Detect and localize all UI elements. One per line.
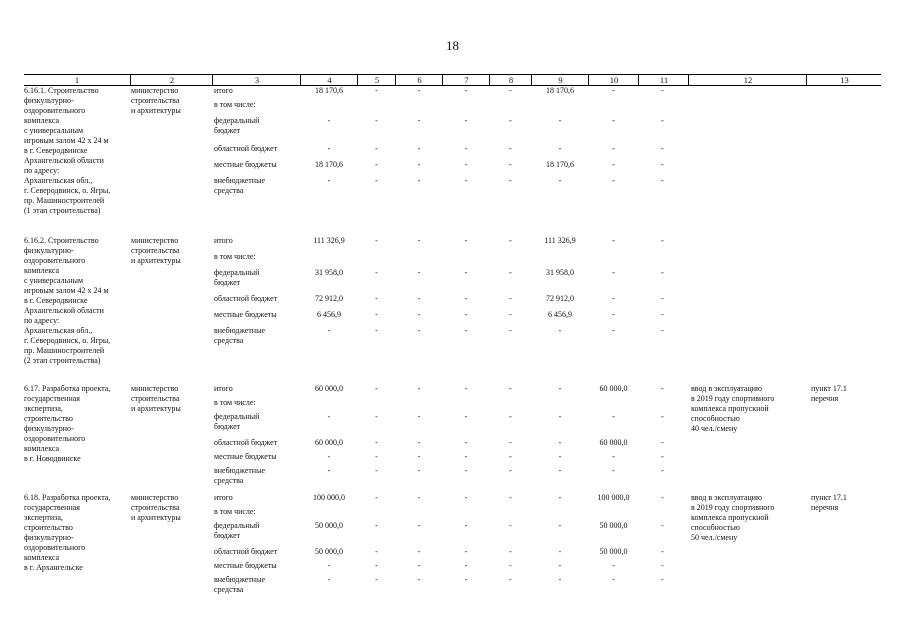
- amount-cell: -: [375, 561, 378, 570]
- amount-cell: -: [375, 268, 378, 277]
- funding-source-label: внебюджетные средства: [214, 575, 265, 594]
- amount-cell: -: [612, 236, 615, 245]
- amount-cell: 60 000,0: [315, 384, 343, 393]
- amount-cell: -: [327, 144, 331, 153]
- amount-cell: -: [509, 521, 512, 530]
- amount-cell: -: [509, 493, 512, 502]
- amount-cell: -: [612, 310, 615, 319]
- amount-cell: 111 326,9: [313, 236, 345, 245]
- reference: пункт 17.1 перечня: [811, 493, 847, 512]
- amount-cell: -: [327, 452, 331, 461]
- header-col-11: 11: [638, 75, 689, 85]
- table-row: [24, 561, 881, 571]
- amount-cell: -: [464, 384, 468, 393]
- table-row: [24, 326, 881, 345]
- amount-cell: -: [375, 144, 378, 153]
- amount-cell: -: [464, 452, 468, 461]
- amount-cell: 50 000,0: [599, 547, 628, 556]
- amount-cell: -: [375, 86, 378, 95]
- measure-name: 6.17. Разработка проекта, государственная экспертиза, строительство физкультурно- оздоровительного комплекса в г. Новодвинске: [24, 384, 111, 463]
- amount-cell: -: [509, 547, 512, 556]
- funding-source-label: областной бюджет: [214, 547, 278, 556]
- amount-cell: -: [417, 575, 421, 584]
- amount-cell: -: [558, 561, 562, 570]
- amount-cell: -: [661, 326, 664, 335]
- table-row: [24, 438, 881, 448]
- amount-cell: -: [464, 547, 468, 556]
- header-col-12: 12: [688, 75, 807, 85]
- amount-cell: -: [417, 86, 421, 95]
- amount-cell: -: [417, 412, 421, 421]
- amount-cell: -: [558, 412, 562, 421]
- funding-source-label: федеральный бюджет: [214, 116, 260, 135]
- table-row: [24, 86, 881, 96]
- amount-cell: -: [661, 547, 664, 556]
- amount-cell: -: [417, 521, 421, 530]
- amount-cell: -: [509, 412, 512, 421]
- amount-cell: -: [509, 236, 512, 245]
- amount-cell: -: [612, 326, 615, 335]
- funding-source-label: областной бюджет: [214, 144, 278, 153]
- amount-cell: 18 170,6: [315, 86, 343, 95]
- amount-cell: 6 456,9: [548, 310, 572, 319]
- amount-cell: -: [375, 412, 378, 421]
- amount-cell: -: [375, 236, 378, 245]
- amount-cell: -: [464, 412, 468, 421]
- funding-source-label: итого: [214, 384, 233, 393]
- amount-cell: -: [558, 144, 562, 153]
- table-row: [24, 575, 881, 594]
- amount-cell: -: [612, 144, 615, 153]
- amount-cell: -: [375, 547, 378, 556]
- amount-cell: -: [417, 176, 421, 185]
- amount-cell: -: [464, 561, 468, 570]
- amount-cell: -: [327, 561, 331, 570]
- funding-source-label: внебюджетные средства: [214, 176, 265, 195]
- header-col-7: 7: [442, 75, 490, 85]
- amount-cell: -: [464, 310, 468, 319]
- table-header: [24, 74, 881, 86]
- header-col-4: 4: [300, 75, 358, 85]
- amount-cell: -: [661, 294, 664, 303]
- header-col-13: 13: [806, 75, 882, 85]
- amount-cell: -: [509, 294, 512, 303]
- amount-cell: 31 958,0: [546, 268, 574, 277]
- amount-cell: -: [375, 160, 378, 169]
- page-number: 18: [446, 38, 459, 53]
- amount-cell: -: [661, 575, 664, 584]
- amount-cell: -: [417, 384, 421, 393]
- amount-cell: -: [612, 575, 615, 584]
- amount-cell: -: [417, 438, 421, 447]
- reference: пункт 17.1 перечня: [811, 384, 847, 403]
- amount-cell: -: [558, 521, 562, 530]
- amount-cell: -: [464, 493, 468, 502]
- header-col-1: 1: [74, 75, 80, 85]
- amount-cell: -: [661, 176, 664, 185]
- amount-cell: -: [558, 452, 562, 461]
- header-col-6: 6: [395, 75, 443, 85]
- amount-cell: -: [464, 176, 468, 185]
- table-row: [24, 252, 881, 262]
- amount-cell: -: [661, 561, 664, 570]
- amount-cell: -: [661, 493, 664, 502]
- amount-cell: -: [612, 116, 615, 125]
- amount-cell: -: [661, 438, 664, 447]
- table-row: [24, 176, 881, 195]
- amount-cell: -: [558, 326, 562, 335]
- amount-cell: -: [417, 326, 421, 335]
- amount-cell: -: [327, 412, 331, 421]
- header-col-8: 8: [489, 75, 532, 85]
- amount-cell: -: [375, 294, 378, 303]
- amount-cell: -: [375, 438, 378, 447]
- table-row: [24, 116, 881, 135]
- amount-cell: -: [417, 294, 421, 303]
- amount-cell: -: [509, 144, 512, 153]
- amount-cell: -: [509, 561, 512, 570]
- funding-source-label: федеральный бюджет: [214, 521, 260, 540]
- amount-cell: -: [417, 160, 421, 169]
- amount-cell: -: [417, 547, 421, 556]
- amount-cell: -: [417, 310, 421, 319]
- amount-cell: -: [375, 384, 378, 393]
- expected-result: ввод в эксплуатацию в 2019 году спортивного комплекса пропускной способностью 40 чел./смену: [691, 384, 775, 433]
- amount-cell: -: [558, 438, 562, 447]
- funding-source-label: итого: [214, 86, 233, 95]
- amount-cell: -: [375, 176, 378, 185]
- amount-cell: 50 000,0: [315, 521, 343, 530]
- amount-cell: -: [612, 466, 615, 475]
- amount-cell: -: [417, 144, 421, 153]
- amount-cell: -: [464, 236, 468, 245]
- amount-cell: -: [509, 268, 512, 277]
- amount-cell: 72 912,0: [546, 294, 574, 303]
- amount-cell: -: [417, 466, 421, 475]
- amount-cell: -: [661, 384, 664, 393]
- amount-cell: -: [509, 438, 512, 447]
- amount-cell: 50 000,0: [315, 547, 343, 556]
- amount-cell: -: [464, 144, 468, 153]
- measure-name: 6.16.1. Строительство физкультурно- оздоровительного комплекса с универсальным игровым залом 42 х 24 м в г. Северодвинске Архангельской области по адресу: Архангельская обл., г. Северодвинск, о. Ягры, пр. Машиностроителей (1 этап строительства): [24, 86, 111, 215]
- amount-cell: -: [612, 160, 615, 169]
- funding-source-label: в том числе:: [214, 100, 256, 109]
- amount-cell: -: [464, 326, 468, 335]
- table-row: [24, 268, 881, 287]
- expected-result: ввод в эксплуатацию в 2019 году спортивного комплекса пропускной способностью 50 чел./смену: [691, 493, 775, 542]
- amount-cell: -: [375, 575, 378, 584]
- header-col-10: 10: [588, 75, 639, 85]
- amount-cell: 6 456,9: [317, 310, 341, 319]
- funding-source-label: местные бюджеты: [214, 561, 277, 570]
- table-row: [24, 398, 881, 408]
- table-row: [24, 294, 881, 304]
- amount-cell: -: [464, 575, 468, 584]
- funding-source-label: итого: [214, 493, 233, 502]
- amount-cell: -: [661, 466, 664, 475]
- amount-cell: -: [464, 294, 468, 303]
- amount-cell: -: [509, 575, 512, 584]
- table-row: [24, 466, 881, 485]
- amount-cell: -: [661, 310, 664, 319]
- table-row: [24, 547, 881, 557]
- header-col-3: 3: [212, 75, 301, 85]
- table-row: [24, 493, 881, 503]
- amount-cell: -: [661, 144, 664, 153]
- executor: министерство строительства и архитектуры: [131, 493, 181, 522]
- amount-cell: -: [509, 86, 512, 95]
- amount-cell: -: [464, 438, 468, 447]
- amount-cell: -: [661, 116, 664, 125]
- amount-cell: -: [417, 561, 421, 570]
- amount-cell: -: [417, 452, 421, 461]
- amount-cell: 60 000,0: [599, 438, 628, 447]
- amount-cell: -: [558, 116, 562, 125]
- amount-cell: 100 000,0: [597, 493, 630, 502]
- funding-source-label: местные бюджеты: [214, 452, 277, 461]
- amount-cell: -: [509, 310, 512, 319]
- amount-cell: 18 170,6: [315, 160, 343, 169]
- amount-cell: -: [375, 493, 378, 502]
- funding-source-label: внебюджетные средства: [214, 466, 265, 485]
- amount-cell: -: [612, 176, 615, 185]
- amount-cell: -: [661, 268, 664, 277]
- executor: министерство строительства и архитектуры: [131, 236, 181, 265]
- funding-source-label: итого: [214, 236, 233, 245]
- amount-cell: 100 000,0: [313, 493, 345, 502]
- amount-cell: 60 000,0: [315, 438, 343, 447]
- table-row: [24, 100, 881, 110]
- funding-source-label: внебюджетные средства: [214, 326, 265, 345]
- executor: министерство строительства и архитектуры: [131, 86, 181, 115]
- amount-cell: -: [661, 412, 664, 421]
- measure-name: 6.18. Разработка проекта, государственная экспертиза, строительство физкультурно- оздоровительного комплекса в г. Архангельске: [24, 493, 111, 572]
- amount-cell: -: [375, 466, 378, 475]
- amount-cell: -: [417, 493, 421, 502]
- table-row: [24, 521, 881, 540]
- amount-cell: -: [612, 561, 615, 570]
- amount-cell: -: [464, 116, 468, 125]
- amount-cell: -: [612, 268, 615, 277]
- amount-cell: -: [612, 452, 615, 461]
- amount-cell: -: [509, 384, 512, 393]
- table-row: [24, 507, 881, 517]
- amount-cell: -: [417, 116, 421, 125]
- amount-cell: -: [464, 466, 468, 475]
- amount-cell: -: [661, 236, 664, 245]
- amount-cell: -: [464, 521, 468, 530]
- funding-source-label: в том числе:: [214, 252, 256, 261]
- amount-cell: -: [509, 326, 512, 335]
- funding-source-label: местные бюджеты: [214, 310, 277, 319]
- amount-cell: -: [375, 452, 378, 461]
- amount-cell: -: [417, 236, 421, 245]
- amount-cell: -: [375, 310, 378, 319]
- table-row: [24, 236, 881, 246]
- amount-cell: -: [464, 160, 468, 169]
- amount-cell: -: [464, 86, 468, 95]
- amount-cell: -: [509, 160, 512, 169]
- amount-cell: -: [327, 326, 331, 335]
- executor: министерство строительства и архитектуры: [131, 384, 181, 413]
- table-row: [24, 384, 881, 394]
- amount-cell: -: [509, 452, 512, 461]
- amount-cell: 72 912,0: [315, 294, 343, 303]
- amount-cell: -: [612, 412, 615, 421]
- amount-cell: -: [558, 493, 562, 502]
- amount-cell: -: [375, 116, 378, 125]
- amount-cell: -: [509, 176, 512, 185]
- amount-cell: -: [327, 466, 331, 475]
- amount-cell: -: [612, 294, 615, 303]
- header-col-9: 9: [531, 75, 589, 85]
- table-row: [24, 452, 881, 462]
- funding-source-label: федеральный бюджет: [214, 268, 260, 287]
- funding-source-label: в том числе:: [214, 507, 256, 516]
- amount-cell: 111 326,9: [544, 236, 576, 245]
- amount-cell: 31 958,0: [315, 268, 343, 277]
- table-row: [24, 160, 881, 170]
- header-col-5: 5: [357, 75, 396, 85]
- amount-cell: -: [327, 176, 331, 185]
- amount-cell: -: [558, 547, 562, 556]
- table-row: [24, 310, 881, 320]
- amount-cell: -: [509, 116, 512, 125]
- amount-cell: -: [327, 575, 331, 584]
- amount-cell: -: [509, 466, 512, 475]
- amount-cell: -: [558, 384, 562, 393]
- table-row: [24, 412, 881, 431]
- amount-cell: -: [612, 86, 615, 95]
- amount-cell: 18 170,6: [546, 86, 574, 95]
- amount-cell: 60 000,0: [599, 384, 628, 393]
- amount-cell: -: [375, 521, 378, 530]
- amount-cell: -: [661, 160, 664, 169]
- amount-cell: -: [558, 575, 562, 584]
- funding-source-label: в том числе:: [214, 398, 256, 407]
- amount-cell: -: [558, 466, 562, 475]
- measure-name: 6.16.2. Строительство физкультурно- оздоровительного комплекса с универсальным игровым залом 42 х 24 м в г. Северодвинске Архангельской области по адресу: Архангельская обл., г. Северодвинск, о. Ягры, пр. Машиностроителей (2 этап строительства): [24, 236, 111, 365]
- amount-cell: -: [375, 326, 378, 335]
- amount-cell: 50 000,0: [599, 521, 628, 530]
- header-col-2: 2: [130, 75, 213, 85]
- table-row: [24, 144, 881, 154]
- amount-cell: -: [417, 268, 421, 277]
- amount-cell: -: [661, 86, 664, 95]
- amount-cell: -: [558, 176, 562, 185]
- amount-cell: 18 170,6: [546, 160, 574, 169]
- amount-cell: -: [661, 521, 664, 530]
- funding-source-label: областной бюджет: [214, 294, 278, 303]
- amount-cell: -: [661, 452, 664, 461]
- funding-source-label: местные бюджеты: [214, 160, 277, 169]
- funding-source-label: федеральный бюджет: [214, 412, 260, 431]
- amount-cell: -: [464, 268, 468, 277]
- amount-cell: -: [327, 116, 331, 125]
- funding-source-label: областной бюджет: [214, 438, 278, 447]
